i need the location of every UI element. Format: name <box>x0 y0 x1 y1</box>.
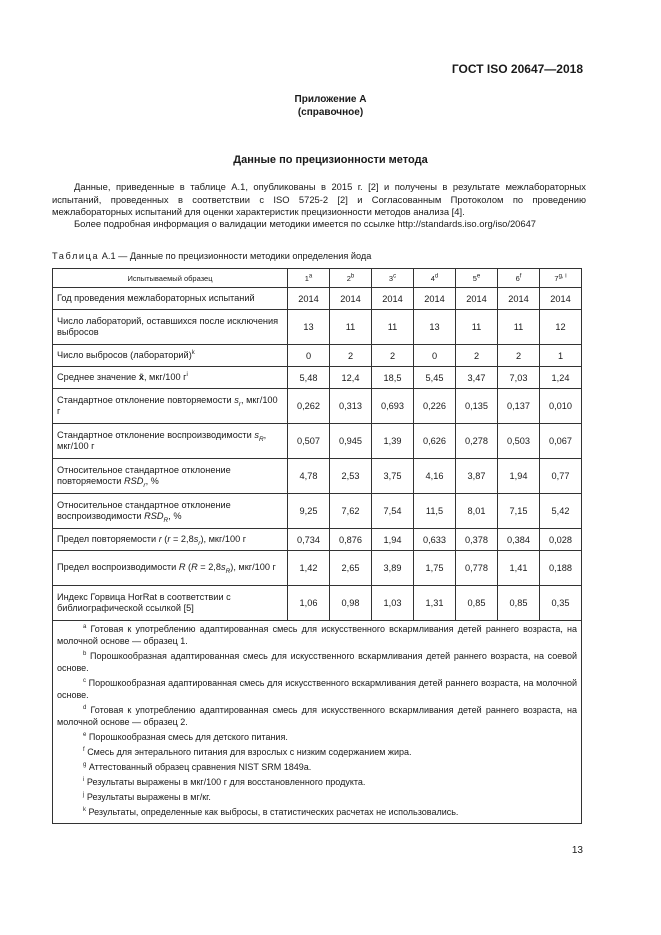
footnote-e: $^е$ Порошкообразная смесь для детского питания. <box>83 732 288 742</box>
footnote-i: $^i$ Результаты выражены в мкг/100 г для восстановленного продукта. <box>83 777 366 787</box>
table-cell: 5,45 <box>414 367 456 389</box>
table-cell: 0,85 <box>498 586 540 621</box>
table-cell: 0,313 <box>330 389 372 424</box>
row-sR <box>53 424 582 459</box>
header-col-3: 3$^c$ <box>372 269 414 288</box>
table-notes-row <box>53 621 582 824</box>
paragraph-1-text: Данные, приведенные в таблице А.1, опубликованы в 2015 г. [2] и получены в результате межлабораторных испытаний, проведенных в соответствии с ISO 5725-2 [2] и Согласованным Протоколом по проведению межлабораторных испытаний для оценки характеристик прецизионности методов анализа [4]. <box>52 181 586 217</box>
table-cell: 0,876 <box>330 529 372 551</box>
paragraph-2-text: Более подробная информация о валидации методики имеется по ссылке http://standards.iso.org/iso/20647 <box>74 218 537 229</box>
table-cell: 0,98 <box>330 586 372 621</box>
footnote-b: $^b$ Порошкообразная адаптированная смесь для искусственного вскармливания детей раннего возраста, на соевой основе. <box>57 651 577 673</box>
header-col-5: $5^е$ <box>456 269 498 288</box>
header-col-4: 4$^d$ <box>414 269 456 288</box>
table-cell: 2 <box>456 345 498 367</box>
table-cell: 3,87 <box>456 459 498 494</box>
table-cell: 12,4 <box>330 367 372 389</box>
table-cell: 0,35 <box>540 586 582 621</box>
table-cell: 1,03 <box>372 586 414 621</box>
row-label: Год проведения межлабораторных испытаний <box>53 288 288 310</box>
header-col-2: 2$^b$ <box>330 269 372 288</box>
table-cell: 4,16 <box>414 459 456 494</box>
row-year <box>53 288 582 310</box>
table-cell: 1,42 <box>288 551 330 586</box>
table-cell: 11 <box>456 310 498 345</box>
row-label: Число выбросов (лабораторий)$^k$ <box>53 345 288 367</box>
table-cell: 0,778 <box>456 551 498 586</box>
table-cell: 0,137 <box>498 389 540 424</box>
table-cell: 0,85 <box>456 586 498 621</box>
table-cell: 11,5 <box>414 494 456 529</box>
table-cell: 0,945 <box>330 424 372 459</box>
table-cell: 0,378 <box>456 529 498 551</box>
row-label: Стандартное отклонение воспроизводимости $s_R$, мкг/100 г <box>53 424 288 459</box>
table-cell: 7,15 <box>498 494 540 529</box>
table-cell: 1,94 <box>372 529 414 551</box>
table-cell: 2014 <box>498 288 540 310</box>
table-cell: 11 <box>330 310 372 345</box>
table-cell: 0 <box>288 345 330 367</box>
table-caption-prefix: Таблица <box>52 251 100 261</box>
table-cell: 0 <box>414 345 456 367</box>
row-labs <box>53 310 582 345</box>
table-cell: 2014 <box>372 288 414 310</box>
table-cell: 18,5 <box>372 367 414 389</box>
header-col-7: 7$^{g, i}$ <box>540 269 582 288</box>
table-cell: 4,78 <box>288 459 330 494</box>
precision-table <box>52 268 582 824</box>
row-mean <box>53 367 582 389</box>
row-repeatability-limit <box>53 529 582 551</box>
table-cell: 3,89 <box>372 551 414 586</box>
table-cell: 3,47 <box>456 367 498 389</box>
standard-number: ГОСТ ISO 20647—2018 <box>451 62 583 76</box>
row-rsd-R <box>53 494 582 529</box>
table-cell: 7,62 <box>330 494 372 529</box>
header-col-6: 6$^f$ <box>498 269 540 288</box>
table-cell: 2 <box>498 345 540 367</box>
table-cell: 0,77 <box>540 459 582 494</box>
table-cell: 1,41 <box>498 551 540 586</box>
footnote-k: $^k$ Результаты, определенные как выбросы, в статистических расчетах не использовались. <box>83 807 459 817</box>
table-cell: 1,31 <box>414 586 456 621</box>
row-outliers <box>53 345 582 367</box>
table-cell: 2 <box>330 345 372 367</box>
table-cell: 11 <box>498 310 540 345</box>
table-cell: 0,693 <box>372 389 414 424</box>
table-cell: 1 <box>540 345 582 367</box>
footnote-a: $^а$ Готовая к употреблению адаптированная смесь для искусственного вскармливания детей раннего возраста, на молочной основе — образец 1. <box>57 624 577 646</box>
table-cell: 2,53 <box>330 459 372 494</box>
table-cell: 0,734 <box>288 529 330 551</box>
table-cell: 0,626 <box>414 424 456 459</box>
table-cell: 2014 <box>288 288 330 310</box>
row-horrat <box>53 586 582 621</box>
row-reproducibility-limit <box>53 551 582 586</box>
row-label: Число лабораторий, оставшихся после исключения выбросов <box>53 310 288 345</box>
table-notes <box>53 621 582 824</box>
table-cell: 0,067 <box>540 424 582 459</box>
page-number: 13 <box>571 845 583 856</box>
table-cell: 9,25 <box>288 494 330 529</box>
header-col-1: $1^а$ <box>288 269 330 288</box>
table-cell: 0,262 <box>288 389 330 424</box>
row-label: Относительное стандартное отклонение воспроизводимости $RSD_R$, % <box>53 494 288 529</box>
paragraph-1 <box>52 181 586 219</box>
table-cell: 2 <box>372 345 414 367</box>
footnote-g: $^g$ Аттестованный образец сравнения NIST SRM 1849a. <box>83 762 312 772</box>
table-cell: 0,507 <box>288 424 330 459</box>
table-header-row <box>53 269 582 288</box>
table-cell: 0,278 <box>456 424 498 459</box>
table-cell: 2014 <box>456 288 498 310</box>
table-cell: 0,188 <box>540 551 582 586</box>
table-cell: 1,06 <box>288 586 330 621</box>
row-label: Среднее значение x̄, мкг/100 $г^i$ <box>53 367 288 389</box>
footnote-c: $^с$ Порошкообразная адаптированная смесь для искусственного вскармливания детей раннего возраста, на молочной основе. <box>57 678 577 700</box>
table-cell: 2014 <box>330 288 372 310</box>
table-cell: 2014 <box>540 288 582 310</box>
table-cell: 13 <box>288 310 330 345</box>
annex-title: Приложение А <box>294 94 367 105</box>
table-cell: 0,633 <box>414 529 456 551</box>
table-caption-text: А.1 — Данные по прецизионности методики определения йода <box>101 251 372 261</box>
section-title: Данные по прецизионности метода <box>233 154 428 166</box>
table-cell: 1,75 <box>414 551 456 586</box>
table-cell: 8,01 <box>456 494 498 529</box>
row-label: Стандартное отклонение повторяемости $s_r$, мкг/100 г <box>53 389 288 424</box>
footnote-f: $^f$ Смесь для энтерального питания для взрослых с низким содержанием жира. <box>83 747 412 757</box>
footnote-j: $^j$ Результаты выражены в мг/кг. <box>83 792 211 802</box>
table-cell: 0,010 <box>540 389 582 424</box>
row-label: Индекс Горвица HorRat в соответствии с библиографической ссылкой [5] <box>53 586 288 621</box>
row-sr <box>53 389 582 424</box>
row-rsd-r <box>53 459 582 494</box>
row-label: Предел повторяемости r $(r = 2,8s_r)$, мкг/100 г <box>53 529 288 551</box>
row-label: Относительное стандартное отклонение повторяемости $RSD_r$, % <box>53 459 288 494</box>
table-cell: 0,503 <box>498 424 540 459</box>
table-cell: 3,75 <box>372 459 414 494</box>
row-label: Предел воспроизводимости R $(R = 2,8s_R)$, мкг/100 г <box>53 551 288 586</box>
table-cell: 5,48 <box>288 367 330 389</box>
table-cell: 13 <box>414 310 456 345</box>
annex-subtitle: (справочное) <box>297 107 364 118</box>
table-cell: 7,54 <box>372 494 414 529</box>
table-cell: 7,03 <box>498 367 540 389</box>
annex-heading <box>0 93 661 119</box>
table-cell: 11 <box>372 310 414 345</box>
table-cell: 0,135 <box>456 389 498 424</box>
paragraph-2 <box>52 218 586 231</box>
header-sample-label: Испытываемый образец <box>53 269 288 288</box>
table-cell: 0,028 <box>540 529 582 551</box>
table-cell: 1,94 <box>498 459 540 494</box>
footnote-d: $^d$ Готовая к употреблению адаптированная смесь для искусственного вскармливания детей раннего возраста, на молочной основе — образец 2. <box>57 705 577 727</box>
table-caption <box>52 251 371 261</box>
table-cell: 5,42 <box>540 494 582 529</box>
table-cell: 2014 <box>414 288 456 310</box>
table-cell: 12 <box>540 310 582 345</box>
table-cell: 0,384 <box>498 529 540 551</box>
table-cell: 0,226 <box>414 389 456 424</box>
table-cell: 2,65 <box>330 551 372 586</box>
table-cell: 1,24 <box>540 367 582 389</box>
table-cell: 1,39 <box>372 424 414 459</box>
